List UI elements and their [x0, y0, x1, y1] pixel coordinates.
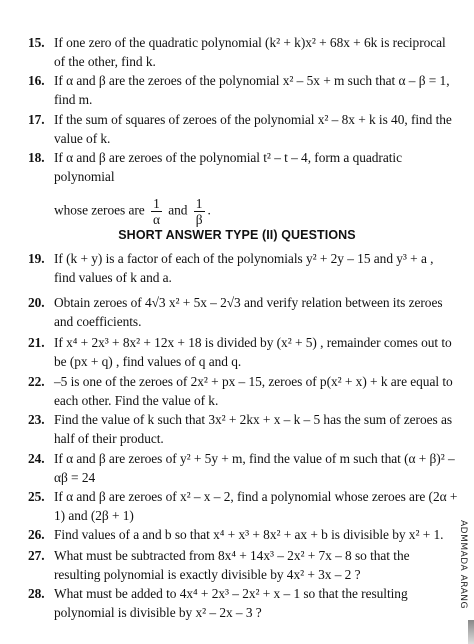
question-text: If α and β are zeroes of the polynomial t² – t – 4, form a quadratic polynomial — [54, 150, 402, 184]
question-text: –5 is one of the zeroes of 2x² + px – 15, zeroes of p(x² + x) + k are equal to each other. Find the value of k. — [54, 374, 453, 408]
question-17 — [28, 111, 458, 148]
question-number: 15. — [28, 35, 45, 50]
question-18 — [28, 149, 458, 227]
question-19 — [28, 250, 458, 287]
question-16 — [28, 72, 458, 109]
question-21 — [28, 334, 458, 371]
question-27 — [28, 547, 458, 584]
question-text: If α and β are zeroes of x² – x – 2, find a polynomial whose zeroes are (2α + 1) and (2β + 1) — [54, 489, 458, 523]
question-number: 26. — [28, 527, 45, 542]
question-number: 24. — [28, 451, 45, 466]
question-text: If α and β are the zeroes of the polynomial x² – 5x + m such that α – β = 1, find m. — [54, 73, 450, 107]
question-15 — [28, 34, 458, 71]
question-number: 25. — [28, 489, 45, 504]
question-28 — [28, 585, 458, 622]
question-23 — [28, 411, 458, 448]
question-20 — [28, 294, 458, 331]
question-text: If the sum of squares of zeroes of the polynomial x² – 8x + k is 40, find the value of k. — [54, 112, 452, 146]
question-24 — [28, 450, 458, 487]
question-number: 17. — [28, 112, 45, 127]
question-number: 27. — [28, 548, 45, 563]
page-edge-shadow — [468, 620, 474, 644]
question-text-continued: whose zeroes are $\frac{1}{\alpha}$ and $\frac{1}{\beta}$ . — [54, 196, 211, 227]
question-25 — [28, 488, 458, 525]
question-number: 19. — [28, 251, 45, 266]
question-text: What must be added to 4x⁴ + 2x³ – 2x² + x – 1 so that the resulting polynomial is divisible by x² – 2x – 3 ? — [54, 586, 408, 620]
section-heading: SHORT ANSWER TYPE (II) QUESTIONS — [118, 228, 356, 242]
question-text: What must be subtracted from 8x⁴ + 14x³ – 2x² + 7x – 8 so that the resulting polynomial is exactly divisible by 4x² + 3x – 2 ? — [54, 548, 410, 582]
question-text: If one zero of the quadratic polynomial (k² + k)x² + 68x + 6k is reciprocal of the other, find k. — [54, 35, 446, 69]
question-number: 21. — [28, 335, 45, 350]
conjunction: and — [168, 202, 188, 218]
question-number: 18. — [28, 150, 45, 165]
question-26 — [28, 526, 458, 545]
question-text: Find the value of k such that 3x² + 2kx + x – k – 5 has the sum of zeroes as half of their product. — [54, 412, 452, 446]
question-text: If x⁴ + 2x³ + 8x² + 12x + 18 is divided by (x² + 5) , remainder comes out to be (px + q) , find values of q and q. — [54, 335, 452, 369]
question-text: If α and β are zeroes of y² + 5y + m, find the value of m such that (α + β)² – αβ = 24 — [54, 451, 455, 485]
fraction-one-over-beta: $\frac{1}{\beta}$ — [195, 196, 203, 227]
fraction-lead-text: whose zeroes are — [54, 202, 145, 218]
question-number: 20. — [28, 295, 45, 310]
question-text: If (k + y) is a factor of each of the polynomials y² + 2y – 15 and y³ + a , find values of k and a. — [54, 251, 434, 285]
page-side-marking: ADMMADA ARANG — [458, 520, 468, 609]
question-text: Find values of a and b so that x⁴ + x³ + 8x² + ax + b is divisible by x² + 1. — [54, 527, 444, 542]
question-number: 23. — [28, 412, 45, 427]
question-text: Obtain zeroes of 4√3 x² + 5x – 2√3 and verify relation between its zeroes and coefficients. — [54, 295, 443, 329]
question-22 — [28, 373, 458, 410]
question-number: 28. — [28, 586, 45, 601]
question-number: 16. — [28, 73, 45, 88]
question-number: 22. — [28, 374, 45, 389]
fraction-one-over-alpha: $\frac{1}{\alpha}$ — [152, 196, 160, 227]
